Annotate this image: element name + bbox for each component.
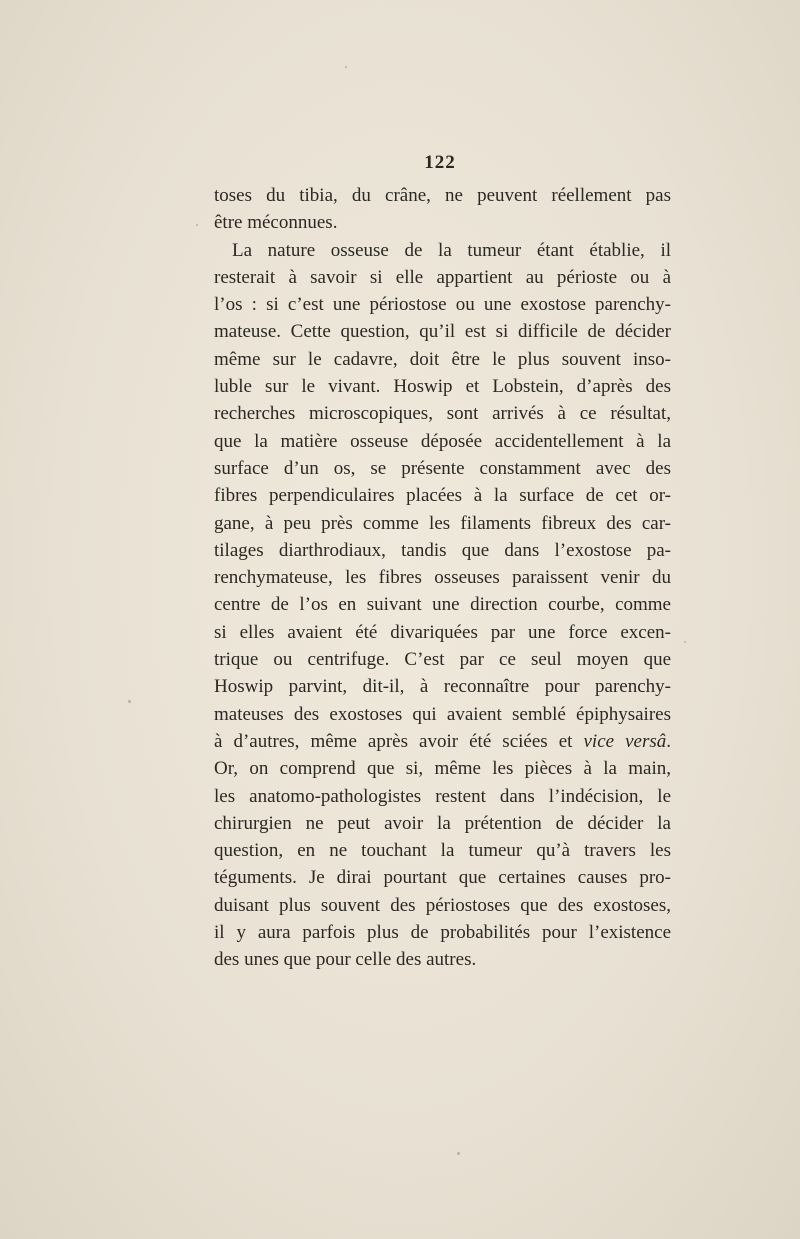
text-line: luble sur le vivant. Hoswip et Lobstein, d’après des <box>214 376 671 398</box>
paper-speck <box>196 224 198 226</box>
text-line: même sur le cadavre, doit être le plus souvent inso- <box>214 348 671 370</box>
text-line: question, en ne touchant la tumeur qu’à travers les <box>214 840 671 862</box>
text-line: que la matière osseuse déposée accidentellement à la <box>214 430 671 452</box>
text-line: chirurgien ne peut avoir la prétention de décider la <box>214 812 671 834</box>
text-line: les anatomo-pathologistes restent dans l’indécision, le <box>214 785 671 807</box>
text-line: surface d’un os, se présente constamment avec des <box>214 457 671 479</box>
paragraph-first-line: La nature osseuse de la tumeur étant établie, il <box>232 239 671 261</box>
text-line: à d’autres, même après avoir été sciées et vice versâ. <box>214 730 672 752</box>
text-line: mateuses des exostoses qui avaient semblé épiphysaires <box>214 703 671 725</box>
text-line: il y aura parfois plus de probabilités pour l’existence <box>214 922 671 944</box>
body-text <box>214 182 671 974</box>
paper-speck <box>457 1152 460 1155</box>
text-line: fibres perpendiculaires placées à la surface de cet or- <box>214 485 671 507</box>
text-line: des unes que pour celle des autres. <box>214 949 477 971</box>
text-line: téguments. Je dirai pourtant que certaines causes pro- <box>214 867 671 889</box>
italic-phrase: vice versâ <box>583 730 667 752</box>
text-line: centre de l’os en suivant une direction courbe, comme <box>214 594 671 616</box>
text-line: être méconnues. <box>214 212 338 234</box>
text-line: mateuse. Cette question, qu’il est si difficile de décider <box>214 321 671 343</box>
text-line: si elles avaient été divariquées par une force excen- <box>214 621 671 643</box>
text-line: l’os : si c’est une périostose ou une exostose parenchy- <box>214 294 671 316</box>
text-line: recherches microscopiques, sont arrivés à ce résultat, <box>214 403 671 425</box>
text-line: trique ou centrifuge. C’est par ce seul moyen que <box>214 649 671 671</box>
text-line: gane, à peu près comme les filaments fibreux des car- <box>214 512 671 534</box>
page-number: 122 <box>424 152 456 173</box>
text-line: Hoswip parvint, dit-il, à reconnaître pour parenchy- <box>214 676 671 698</box>
text-line: toses du tibia, du crâne, ne peuvent réellement pas <box>214 185 671 206</box>
text-line: Or, on comprend que si, même les pièces à la main, <box>214 758 671 780</box>
text-line: duisant plus souvent des périostoses que des exostoses, <box>214 894 671 916</box>
text-line: renchymateuse, les fibres osseuses paraissent venir du <box>214 567 671 589</box>
paper-speck <box>684 641 686 643</box>
text-line: resterait à savoir si elle appartient au périoste ou à <box>214 266 671 288</box>
paper-speck <box>345 66 347 68</box>
paper-speck <box>128 700 131 703</box>
text-line: tilages diarthrodiaux, tandis que dans l’exostose pa- <box>214 539 671 561</box>
